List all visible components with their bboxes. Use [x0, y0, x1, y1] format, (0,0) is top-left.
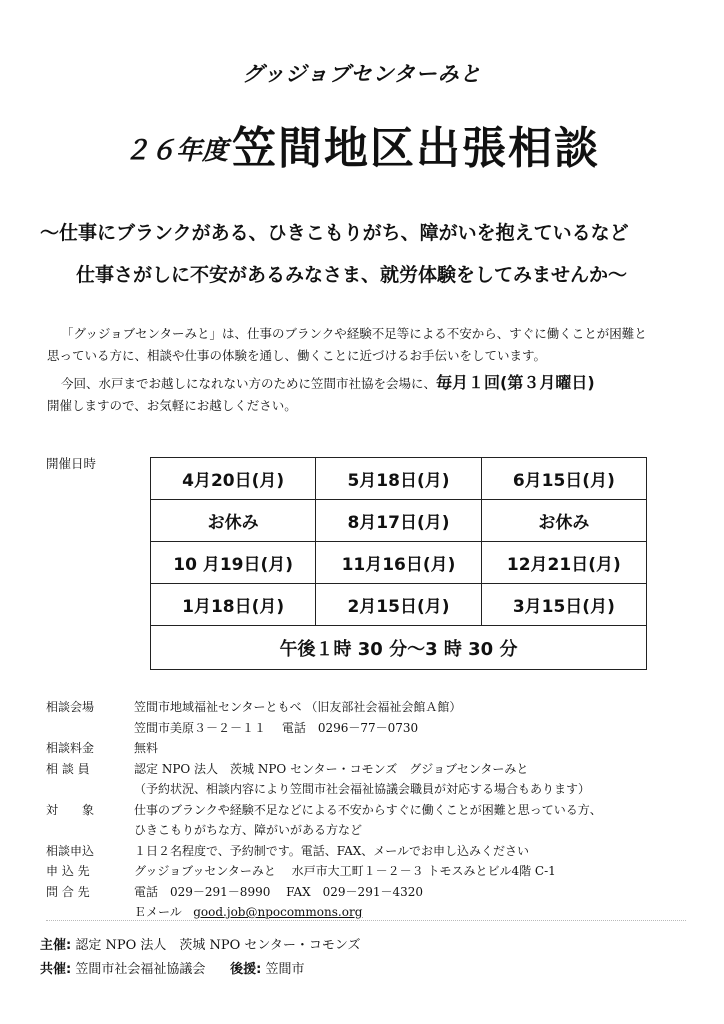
host-value: 認定 NPO 法人 茨城 NPO センター・コモンズ — [75, 938, 361, 953]
staff-line-2: （予約状況、相談内容により笠間市社会福祉協議会職員が対応する場合もあります） — [134, 782, 591, 796]
year-label: ２６年度 — [123, 136, 228, 166]
table-row — [151, 584, 647, 626]
main-title-text: 笠間地区出張相談 — [232, 123, 600, 174]
main-title — [0, 112, 724, 176]
schedule-cell: 11月16日(月) — [316, 542, 481, 584]
destination-value: グッジョブッセンターみと 水戸市大工町１－２－３ トモスみとビル4階 C-1 — [134, 864, 556, 878]
contact-phone: 電話 029－291－8990 FAX 029－291－4320 — [134, 884, 424, 899]
schedule-cell: お休み — [151, 500, 316, 542]
contact-label: 問 合 先 — [46, 884, 90, 899]
schedule-cell: 5月18日(月) — [316, 458, 481, 500]
schedule-cell: 10 月19日(月) — [151, 542, 316, 584]
schedule-label: 開催日時 — [46, 456, 97, 471]
contact-row — [46, 882, 686, 903]
target-line-1: 仕事のブランクや経験不足などによる不安からすぐに働くことが困難と思っている方、 — [134, 802, 602, 817]
support-label: 後援: — [230, 962, 262, 977]
spacer — [46, 820, 134, 841]
apply-label: 相談申込 — [46, 843, 95, 858]
monthly-schedule-highlight: 毎月１回(第３月曜日) — [436, 373, 595, 392]
intro-line-1: 「グッジョブセンターみと」は、仕事のブランクや経験不足等による不安から、すぐに働くことが困難と — [61, 326, 647, 341]
intro-line-4: 開催しますので、お気軽にお越しください。 — [47, 398, 297, 413]
venue-line-2: 笠間市美原３－２－１１ 電話 0296－77－0730 — [134, 720, 419, 735]
schedule-cell: 4月20日(月) — [151, 458, 316, 500]
host-line — [40, 934, 361, 953]
email-label: Ｅメール — [134, 905, 182, 919]
schedule-cell: お休み — [481, 500, 646, 542]
venue-row — [46, 697, 686, 718]
fee-label: 相談料金 — [46, 741, 95, 755]
table-row — [151, 500, 647, 542]
table-row — [151, 626, 647, 670]
staff-line-1: 認定 NPO 法人 茨城 NPO センター・コモンズ グジョブセンターみと — [134, 761, 529, 776]
cohost-line — [40, 958, 305, 977]
staff-row — [46, 759, 686, 780]
spacer — [46, 718, 134, 739]
subtitle-line-1: ～仕事にブランクがある、ひきこもりがち、障がいを抱えているなど — [40, 222, 629, 244]
schedule-cell: 8月17日(月) — [316, 500, 481, 542]
schedule-cell: 6月15日(月) — [481, 458, 646, 500]
apply-row — [46, 841, 686, 862]
divider — [46, 920, 686, 921]
apply-value: １日２名程度で、予約制です。電話、FAX、メールでお申し込みください — [134, 843, 530, 858]
schedule-cell: 1月18日(月) — [151, 584, 316, 626]
target-row — [46, 800, 686, 821]
target-line-2: ひきこもりがちな方、障がいがある方など — [134, 823, 363, 837]
destination-label: 申 込 先 — [46, 864, 90, 878]
email-link[interactable]: good.job@npocommons.org — [193, 905, 363, 919]
schedule-cell: 3月15日(月) — [481, 584, 646, 626]
intro-line-2: 思っている方に、相談や仕事の体験を通し、働くことに近づけるお手伝いをしています。 — [47, 348, 547, 363]
table-row — [151, 458, 647, 500]
cohost-value: 笠間市社会福祉協議会 — [75, 962, 206, 977]
target-row-2 — [46, 820, 686, 841]
schedule-table — [150, 457, 647, 670]
spacer — [46, 779, 134, 800]
schedule-time: 午後１時 30 分～3 時 30 分 — [151, 626, 647, 670]
schedule-cell: 12月21日(月) — [481, 542, 646, 584]
intro-paragraph-1 — [47, 323, 687, 367]
host-label: 主催: — [40, 938, 72, 953]
venue-line-1: 笠間市地域福祉センターともべ （旧友部社会福祉会館Ａ館） — [134, 700, 462, 714]
support-value: 笠間市 — [265, 962, 305, 977]
table-row — [151, 542, 647, 584]
schedule-cell: 2月15日(月) — [316, 584, 481, 626]
staff-label: 相 談 員 — [46, 761, 90, 776]
staff-row-2 — [46, 779, 686, 800]
details-block — [46, 697, 686, 923]
fee-value: 無料 — [134, 741, 159, 755]
cohost-label: 共催: — [40, 962, 72, 977]
destination-row — [46, 861, 686, 882]
intro-line-3: 今回、水戸までお越しになれない方のために笠間市社協を会場に、 — [61, 376, 437, 391]
venue-row-2 — [46, 718, 686, 739]
fee-row — [46, 738, 686, 759]
org-title: グッジョブセンターみと — [242, 62, 482, 86]
target-label: 対 象 — [46, 802, 95, 817]
intro-paragraph-2 — [47, 372, 687, 417]
subtitle-line-2: 仕事さがしに不安があるみなさま、就労体験をしてみませんか～ — [76, 264, 628, 286]
venue-label: 相談会場 — [46, 700, 95, 714]
